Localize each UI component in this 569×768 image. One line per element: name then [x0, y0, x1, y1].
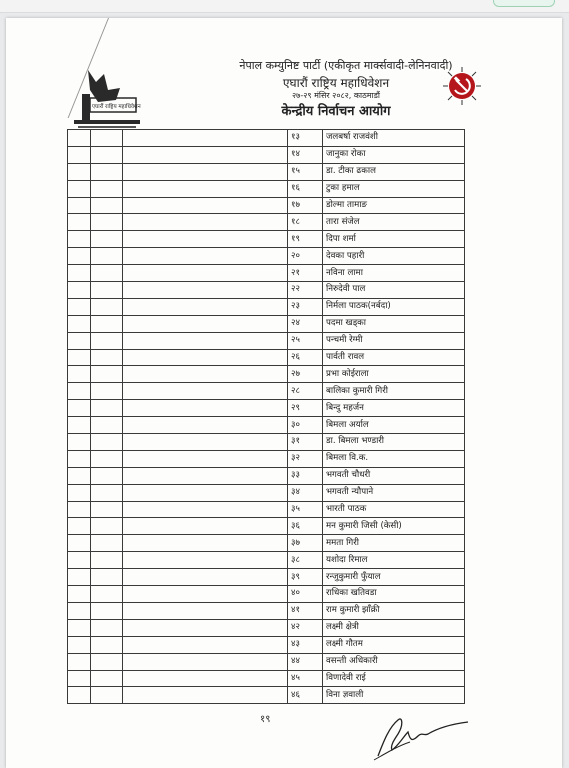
empty-cell — [123, 417, 288, 434]
logo-text: एघारौं राष्ट्रिय महाधिवेशन — [92, 104, 141, 110]
candidate-name: बिमला वि.क. — [323, 450, 465, 467]
empty-cell — [91, 687, 123, 704]
empty-cell — [123, 130, 288, 147]
candidate-name: बिमला अर्याल — [323, 417, 465, 434]
empty-cell — [91, 619, 123, 636]
table-row — [68, 298, 465, 315]
empty-cell — [91, 282, 123, 299]
table-row — [68, 636, 465, 653]
table-row — [68, 518, 465, 535]
empty-cell — [123, 214, 288, 231]
candidate-name: देवका पहारी — [323, 248, 465, 265]
document-page — [6, 18, 562, 768]
empty-cell — [123, 163, 288, 180]
candidate-name: निरुदेवी पाल — [323, 282, 465, 299]
empty-cell — [68, 535, 91, 552]
empty-cell — [68, 552, 91, 569]
serial-number: १८ — [288, 214, 323, 231]
candidate-table — [67, 129, 465, 704]
candidate-name: मन कुमारी जिसी (केसी) — [323, 518, 465, 535]
table-row — [68, 265, 465, 282]
candidate-name: भगवती चौधरी — [323, 467, 465, 484]
table-row — [68, 163, 465, 180]
candidate-name: टुका हमाल — [323, 180, 465, 197]
empty-cell — [123, 332, 288, 349]
empty-cell — [91, 535, 123, 552]
candidate-name: बालिका कुमारी गिरी — [323, 383, 465, 400]
serial-number: २९ — [288, 400, 323, 417]
table-row — [68, 146, 465, 163]
serial-number: ३० — [288, 417, 323, 434]
empty-cell — [68, 231, 91, 248]
empty-cell — [91, 400, 123, 417]
table-row — [68, 130, 465, 147]
serial-number: २४ — [288, 315, 323, 332]
candidate-name: बिन्दु महर्जन — [323, 400, 465, 417]
empty-cell — [68, 248, 91, 265]
table-row — [68, 450, 465, 467]
empty-cell — [68, 265, 91, 282]
empty-cell — [123, 636, 288, 653]
serial-number: २६ — [288, 349, 323, 366]
candidate-name: प्रभा कोईराला — [323, 366, 465, 383]
empty-cell — [123, 484, 288, 501]
candidate-name: राधिका खतिवडा — [323, 586, 465, 603]
commission-title: केन्द्रीय निर्वाचन आयोग — [281, 104, 391, 119]
empty-cell — [68, 569, 91, 586]
empty-cell — [91, 231, 123, 248]
hammer-sickle-emblem — [442, 66, 482, 106]
empty-cell — [68, 349, 91, 366]
convention-title: एघारौं राष्ट्रिय महाधिवेशन — [282, 76, 390, 90]
table-row — [68, 315, 465, 332]
table-row — [68, 248, 465, 265]
empty-cell — [68, 163, 91, 180]
table-row — [68, 366, 465, 383]
empty-cell — [91, 569, 123, 586]
table-row — [68, 687, 465, 704]
serial-number: ४६ — [288, 687, 323, 704]
candidate-name: भारती पाठक — [323, 501, 465, 518]
empty-cell — [68, 180, 91, 197]
empty-cell — [123, 619, 288, 636]
empty-cell — [91, 653, 123, 670]
empty-cell — [91, 417, 123, 434]
table-row — [68, 214, 465, 231]
table-row — [68, 434, 465, 451]
table-row — [68, 670, 465, 687]
empty-cell — [91, 265, 123, 282]
viewer-button[interactable] — [493, 0, 555, 7]
empty-cell — [68, 146, 91, 163]
table-row — [68, 535, 465, 552]
empty-cell — [68, 298, 91, 315]
empty-cell — [68, 619, 91, 636]
empty-cell — [68, 197, 91, 214]
empty-cell — [68, 366, 91, 383]
table-row — [68, 332, 465, 349]
empty-cell — [91, 670, 123, 687]
candidate-name: नविना लामा — [323, 265, 465, 282]
empty-cell — [68, 636, 91, 653]
empty-cell — [123, 282, 288, 299]
table-row — [68, 653, 465, 670]
table-row — [68, 484, 465, 501]
table-row — [68, 349, 465, 366]
serial-number: २१ — [288, 265, 323, 282]
serial-number: ४० — [288, 586, 323, 603]
table-row — [68, 586, 465, 603]
candidate-name: यशोदा रिमाल — [323, 552, 465, 569]
serial-number: १६ — [288, 180, 323, 197]
empty-cell — [68, 602, 91, 619]
serial-number: १९ — [288, 231, 323, 248]
serial-number: २८ — [288, 383, 323, 400]
empty-cell — [123, 146, 288, 163]
candidate-name: लक्ष्मी क्षेत्री — [323, 619, 465, 636]
serial-number: १५ — [288, 163, 323, 180]
empty-cell — [68, 586, 91, 603]
serial-number: ४५ — [288, 670, 323, 687]
empty-cell — [68, 417, 91, 434]
empty-cell — [91, 467, 123, 484]
serial-number: २५ — [288, 332, 323, 349]
serial-number: ३९ — [288, 569, 323, 586]
candidate-name: जानुका रोका — [323, 146, 465, 163]
serial-number: ३१ — [288, 434, 323, 451]
page-number: १९ — [260, 714, 271, 725]
party-name: नेपाल कम्युनिष्ट पार्टी (एकीकृत मार्क्सवादी-लेनिनवादी) — [239, 59, 453, 72]
empty-cell — [91, 450, 123, 467]
candidate-name: लक्ष्मी गौतम — [323, 636, 465, 653]
empty-cell — [123, 569, 288, 586]
empty-cell — [91, 501, 123, 518]
candidate-name: जलबर्षा राजवंशी — [323, 130, 465, 147]
serial-number: ४३ — [288, 636, 323, 653]
candidate-name: विना ज्ञवाली — [323, 687, 465, 704]
serial-number: २३ — [288, 298, 323, 315]
serial-number: ३४ — [288, 484, 323, 501]
empty-cell — [68, 130, 91, 147]
table-row — [68, 569, 465, 586]
serial-number: १३ — [288, 130, 323, 147]
empty-cell — [91, 197, 123, 214]
table-row — [68, 501, 465, 518]
empty-cell — [91, 248, 123, 265]
serial-number: ३७ — [288, 535, 323, 552]
empty-cell — [91, 636, 123, 653]
empty-cell — [91, 552, 123, 569]
empty-cell — [123, 586, 288, 603]
empty-cell — [91, 366, 123, 383]
candidate-name: राम कुमारी झाँक्री — [323, 602, 465, 619]
empty-cell — [68, 434, 91, 451]
signature — [368, 706, 478, 762]
candidate-name: निर्मला पाठक(नर्बदा) — [323, 298, 465, 315]
empty-cell — [68, 518, 91, 535]
empty-cell — [91, 602, 123, 619]
table-row — [68, 197, 465, 214]
empty-cell — [91, 383, 123, 400]
candidate-name: डा. बिमला भण्डारी — [323, 434, 465, 451]
empty-cell — [123, 467, 288, 484]
empty-cell — [123, 687, 288, 704]
serial-number: २२ — [288, 282, 323, 299]
empty-cell — [68, 484, 91, 501]
empty-cell — [68, 467, 91, 484]
empty-cell — [91, 180, 123, 197]
empty-cell — [123, 349, 288, 366]
serial-number: ३३ — [288, 467, 323, 484]
empty-cell — [91, 315, 123, 332]
empty-cell — [91, 214, 123, 231]
empty-cell — [123, 501, 288, 518]
empty-cell — [123, 265, 288, 282]
empty-cell — [123, 653, 288, 670]
serial-number: १७ — [288, 197, 323, 214]
serial-number: ३५ — [288, 501, 323, 518]
table-row — [68, 383, 465, 400]
empty-cell — [123, 197, 288, 214]
candidate-name: पार्वती रावल — [323, 349, 465, 366]
serial-number: २७ — [288, 366, 323, 383]
empty-cell — [91, 146, 123, 163]
candidate-name: भगवती न्यौपाने — [323, 484, 465, 501]
empty-cell — [91, 298, 123, 315]
serial-number: १४ — [288, 146, 323, 163]
serial-number: ४१ — [288, 602, 323, 619]
viewer-top-strip — [0, 0, 569, 13]
empty-cell — [68, 670, 91, 687]
candidate-name: डा. टीका ढकाल — [323, 163, 465, 180]
empty-cell — [91, 349, 123, 366]
table-row — [68, 282, 465, 299]
serial-number: ४४ — [288, 653, 323, 670]
empty-cell — [68, 282, 91, 299]
empty-cell — [68, 315, 91, 332]
candidate-name: पन्चमी रेग्मी — [323, 332, 465, 349]
empty-cell — [91, 518, 123, 535]
table-row — [68, 619, 465, 636]
empty-cell — [123, 366, 288, 383]
empty-cell — [123, 315, 288, 332]
empty-cell — [68, 687, 91, 704]
empty-cell — [68, 383, 91, 400]
candidate-name: डोल्मा तामाङ — [323, 197, 465, 214]
empty-cell — [123, 248, 288, 265]
empty-cell — [68, 450, 91, 467]
candidate-name: तारा संजेल — [323, 214, 465, 231]
serial-number: ३८ — [288, 552, 323, 569]
convention-dates: २७-२९ मंसिर २०८२, काठमाडौं — [292, 91, 380, 100]
empty-cell — [91, 130, 123, 147]
serial-number: ३६ — [288, 518, 323, 535]
candidate-name: वसन्ती अधिकारी — [323, 653, 465, 670]
candidate-name: पदमा खड्का — [323, 315, 465, 332]
empty-cell — [123, 383, 288, 400]
empty-cell — [123, 450, 288, 467]
table-row — [68, 467, 465, 484]
empty-cell — [123, 231, 288, 248]
table-row — [68, 552, 465, 569]
empty-cell — [123, 535, 288, 552]
empty-cell — [123, 518, 288, 535]
empty-cell — [123, 298, 288, 315]
candidate-name: ममता गिरी — [323, 535, 465, 552]
empty-cell — [68, 214, 91, 231]
empty-cell — [123, 434, 288, 451]
empty-cell — [123, 400, 288, 417]
empty-cell — [91, 484, 123, 501]
empty-cell — [91, 586, 123, 603]
empty-cell — [68, 332, 91, 349]
empty-cell — [123, 180, 288, 197]
candidate-name: रन्जुकुमारी फुँयाल — [323, 569, 465, 586]
candidate-name: विणादेवी राई — [323, 670, 465, 687]
empty-cell — [123, 670, 288, 687]
empty-cell — [91, 163, 123, 180]
empty-cell — [68, 501, 91, 518]
empty-cell — [68, 653, 91, 670]
table-row — [68, 400, 465, 417]
serial-number: ४२ — [288, 619, 323, 636]
empty-cell — [123, 552, 288, 569]
candidate-name: दिपा शर्मा — [323, 231, 465, 248]
empty-cell — [123, 602, 288, 619]
empty-cell — [91, 332, 123, 349]
table-row — [68, 417, 465, 434]
empty-cell — [91, 434, 123, 451]
serial-number: २० — [288, 248, 323, 265]
serial-number: ३२ — [288, 450, 323, 467]
empty-cell — [68, 400, 91, 417]
table-row — [68, 602, 465, 619]
table-row — [68, 231, 465, 248]
table-row — [68, 180, 465, 197]
